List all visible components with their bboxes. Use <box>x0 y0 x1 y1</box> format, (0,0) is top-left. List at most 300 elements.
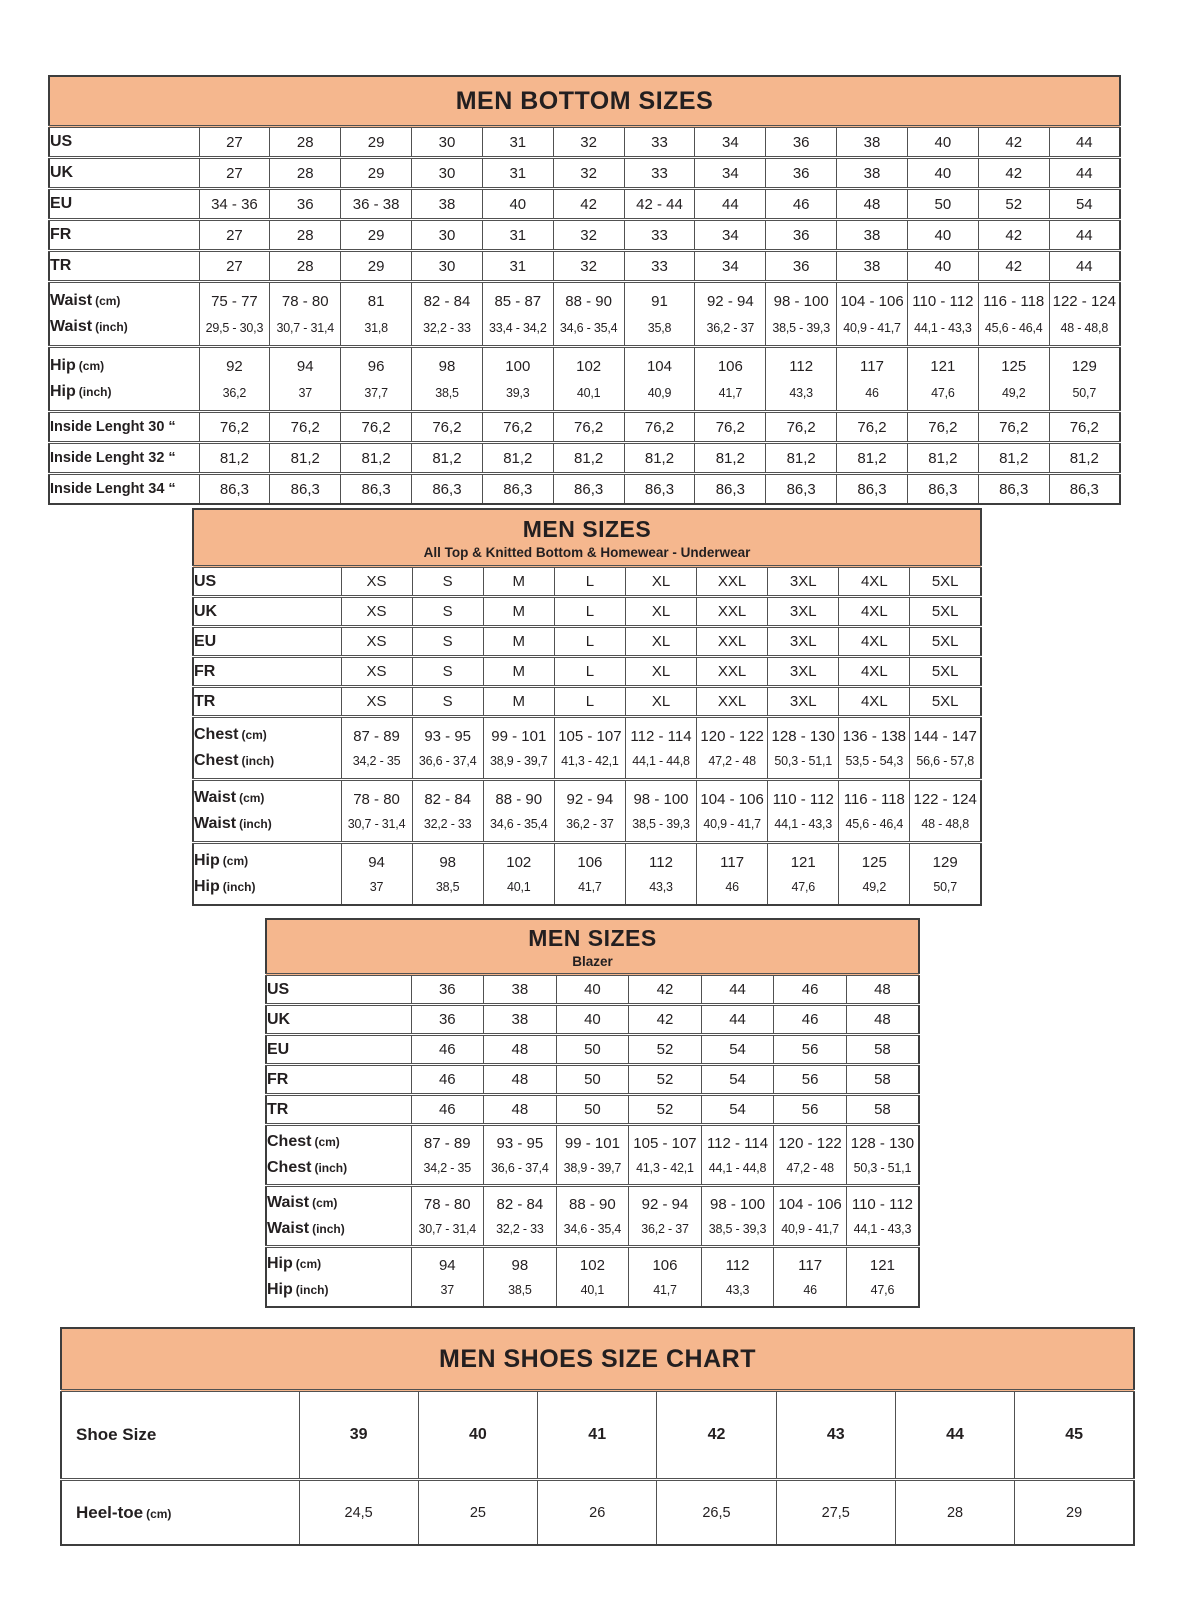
value-cell <box>910 780 981 843</box>
value-cell <box>554 843 625 906</box>
value-cell <box>341 282 412 347</box>
cm-value: 96 <box>367 358 385 376</box>
value-cell <box>837 474 908 505</box>
cell-value: 40 <box>509 195 527 213</box>
inch-value: 34,6 - 35,4 <box>489 817 548 832</box>
cell-value: XXL <box>717 573 747 590</box>
cell-value: M <box>512 573 526 590</box>
table-row <box>193 597 981 627</box>
row-label <box>194 878 341 896</box>
cell-value: 26,5 <box>702 1504 731 1521</box>
value-cell <box>629 1005 702 1035</box>
inch-value: 53,5 - 54,3 <box>845 754 904 769</box>
cell-value: XL <box>651 663 671 680</box>
value-cell <box>839 780 910 843</box>
row-label-text: FR <box>50 226 72 243</box>
cell-value: 5XL <box>931 693 959 710</box>
value-cell <box>270 282 341 347</box>
cm-value: 125 <box>1001 358 1027 376</box>
cell-value: 4XL <box>860 603 888 620</box>
value-cell <box>846 1095 919 1125</box>
value-cell <box>837 189 908 220</box>
cell-value: 48 <box>511 1071 529 1088</box>
value-cell <box>556 1005 629 1035</box>
value-cell <box>774 1125 847 1186</box>
cell-value: 38 <box>863 133 881 151</box>
men-blazer-sizes-table <box>265 918 920 1308</box>
cell-value: 30 <box>438 133 456 151</box>
inch-value: 49,2 <box>862 880 887 895</box>
value-cell <box>774 975 847 1005</box>
cell-value: 31 <box>509 257 527 275</box>
value-cell <box>907 282 978 347</box>
value-cell <box>341 189 412 220</box>
inch-value: 56,6 - 57,8 <box>916 754 974 769</box>
value-cell <box>1049 412 1120 443</box>
inch-value: 32,2 - 33 <box>423 817 472 832</box>
cell-value: 44 <box>729 1011 746 1028</box>
inch-value: 34,6 - 35,4 <box>563 1222 622 1236</box>
inch-value: 31,8 <box>364 320 388 335</box>
cell-value: 46 <box>801 981 819 998</box>
value-cell <box>701 1095 774 1125</box>
cm-value: 112 <box>649 853 673 871</box>
value-cell <box>907 158 978 189</box>
value-cell <box>624 251 695 282</box>
value-cell <box>412 220 483 251</box>
inch-value: 44,1 - 43,3 <box>914 320 972 335</box>
value-cell <box>695 189 766 220</box>
value-cell <box>199 347 270 412</box>
cell-value: S <box>442 633 453 650</box>
value-cell <box>695 347 766 412</box>
cell-value: 48 <box>874 981 891 998</box>
value-cell <box>412 657 483 687</box>
cell-value: 40 <box>584 1011 601 1028</box>
inch-value: 36,2 - 37 <box>566 817 614 832</box>
value-cell <box>768 597 839 627</box>
value-cell <box>412 687 483 717</box>
value-cell <box>483 687 554 717</box>
cm-value: 106 <box>577 853 603 871</box>
value-cell <box>482 158 553 189</box>
inch-value: 30,7 - 31,4 <box>418 1222 477 1236</box>
cell-value: 40 <box>584 981 601 998</box>
value-cell <box>412 474 483 505</box>
value-cell <box>556 1095 629 1125</box>
value-cell <box>701 1186 774 1247</box>
row-label-cell <box>266 1095 411 1125</box>
row-label-cell <box>266 1247 411 1308</box>
cell-value: 76,2 <box>999 418 1029 436</box>
cell-value: 3XL <box>789 693 817 710</box>
table-row <box>266 1186 919 1247</box>
cell-value: 42 <box>1005 226 1023 244</box>
value-cell <box>907 412 978 443</box>
cell-value: 44 <box>1075 257 1093 275</box>
cell-value: 28 <box>296 226 314 244</box>
value-cell <box>199 220 270 251</box>
value-cell <box>846 1065 919 1095</box>
cm-value: 88 - 90 <box>569 1196 616 1213</box>
row-label-text: US <box>194 572 217 590</box>
cm-value: 128 - 130 <box>850 1135 915 1152</box>
inch-value: 33,4 - 34,2 <box>489 320 547 335</box>
row-label-cell <box>49 347 199 412</box>
cell-value: 46 <box>438 1041 456 1058</box>
value-cell <box>199 443 270 474</box>
value-cell <box>199 251 270 282</box>
cm-value: 104 <box>646 358 672 376</box>
value-cell <box>837 127 908 158</box>
inch-value: 38,5 <box>435 385 459 400</box>
table-row <box>266 1125 919 1186</box>
row-label-unit: (inch) <box>78 385 112 400</box>
value-cell <box>341 717 412 780</box>
cell-value: 42 <box>1005 257 1023 275</box>
cell-value: 30 <box>438 226 456 244</box>
cell-value: 46 <box>801 1011 819 1028</box>
row-label-cell <box>266 1005 411 1035</box>
value-cell <box>629 1125 702 1186</box>
cm-value: 99 - 101 <box>564 1135 620 1152</box>
value-cell <box>701 975 774 1005</box>
value-cell <box>553 474 624 505</box>
cell-value: 38 <box>863 226 881 244</box>
row-label-unit: (inch) <box>295 1282 329 1297</box>
table-row <box>49 412 1120 443</box>
cm-value: 121 <box>869 1257 895 1274</box>
cm-value: 92 <box>226 358 243 376</box>
value-cell <box>483 780 554 843</box>
row-label-text: UK <box>194 602 218 620</box>
value-cell <box>768 843 839 906</box>
inch-value: 48 - 48,8 <box>921 817 969 832</box>
cell-value: 46 <box>438 1101 456 1118</box>
value-cell <box>907 189 978 220</box>
value-cell <box>1049 474 1120 505</box>
value-cell <box>695 474 766 505</box>
row-label-cell <box>49 158 199 189</box>
value-cell <box>270 127 341 158</box>
cell-value: 81,2 <box>715 449 745 467</box>
cell-value: 29 <box>1066 1504 1083 1521</box>
value-cell <box>341 843 412 906</box>
inch-value: 50,3 - 51,1 <box>774 754 832 769</box>
cell-value: 52 <box>656 1101 674 1118</box>
cell-value: 29 <box>367 226 385 244</box>
value-cell <box>766 474 837 505</box>
cell-value: 3XL <box>789 633 817 650</box>
value-cell <box>553 412 624 443</box>
value-cell <box>411 975 484 1005</box>
value-cell <box>483 567 554 597</box>
cell-value: L <box>585 633 595 650</box>
value-cell <box>624 158 695 189</box>
cell-value: 56 <box>801 1041 819 1058</box>
cell-value: 41 <box>588 1426 607 1443</box>
cell-value: 44 <box>1075 164 1093 182</box>
row-label-cell <box>61 1480 299 1546</box>
value-cell <box>482 251 553 282</box>
value-cell <box>483 657 554 687</box>
cm-value: 129 <box>932 853 958 871</box>
cm-value: 120 - 122 <box>778 1135 842 1152</box>
cm-value: 112 - 114 <box>630 727 692 745</box>
value-cell <box>657 1480 776 1546</box>
cell-value: 44 <box>946 1426 964 1443</box>
cell-value: 86,3 <box>857 480 887 498</box>
row-label-unit: (inch) <box>222 880 256 894</box>
row-label-text: Hip <box>50 383 76 401</box>
value-cell <box>412 843 483 906</box>
value-cell <box>412 282 483 347</box>
inch-value: 32,2 - 33 <box>496 1222 544 1236</box>
row-label-text: Inside Lenght 30 “ <box>50 419 176 435</box>
row-label <box>267 1220 411 1238</box>
cell-value: M <box>512 693 526 710</box>
table-header-row <box>193 509 981 567</box>
value-cell <box>418 1391 537 1480</box>
cell-value: 28 <box>296 164 314 182</box>
cell-value: 46 <box>438 1071 456 1088</box>
inch-value: 41,7 <box>653 1283 677 1297</box>
row-label-cell <box>193 597 341 627</box>
cell-value: 81,2 <box>361 449 391 467</box>
cell-value: 54 <box>729 1101 746 1118</box>
value-cell <box>270 251 341 282</box>
cell-value: 76,2 <box>503 418 533 436</box>
row-label <box>194 815 341 833</box>
cell-value: 48 <box>511 1041 529 1058</box>
row-label-text: Chest <box>194 726 239 743</box>
cell-value: 38 <box>863 164 881 182</box>
value-cell <box>629 1035 702 1065</box>
cm-value: 93 - 95 <box>424 727 472 745</box>
value-cell <box>482 189 553 220</box>
value-cell <box>629 1247 702 1308</box>
value-cell <box>624 412 695 443</box>
cell-value: 38 <box>863 257 881 275</box>
value-cell <box>625 627 696 657</box>
cm-value: 120 - 122 <box>700 727 764 745</box>
cm-value: 110 - 112 <box>772 790 834 808</box>
inch-value: 37 <box>369 880 384 895</box>
value-cell <box>556 1247 629 1308</box>
value-cell <box>1049 347 1120 412</box>
row-label-text: Waist <box>194 789 237 806</box>
value-cell <box>554 627 625 657</box>
value-cell <box>341 474 412 505</box>
table-title: MEN SIZES <box>522 515 652 542</box>
table-row <box>49 443 1120 474</box>
value-cell <box>695 443 766 474</box>
row-label <box>267 1281 411 1299</box>
cm-value: 110 - 112 <box>851 1196 914 1213</box>
cell-value: 36 <box>296 195 314 213</box>
table-row <box>266 975 919 1005</box>
inch-value: 38,5 <box>435 880 460 895</box>
cm-value: 102 <box>576 358 602 376</box>
cell-value: 81,2 <box>574 449 604 467</box>
cell-value: 52 <box>656 1071 674 1088</box>
cell-value: 3XL <box>789 603 817 620</box>
value-cell <box>697 597 768 627</box>
value-cell <box>1015 1480 1134 1546</box>
value-cell <box>629 1065 702 1095</box>
value-cell <box>299 1391 418 1480</box>
value-cell <box>624 189 695 220</box>
cm-value: 105 - 107 <box>558 727 622 745</box>
value-cell <box>199 158 270 189</box>
row-label-unit: (cm) <box>312 1196 338 1211</box>
cell-value: 39 <box>349 1426 368 1443</box>
cell-value: 54 <box>729 1071 746 1088</box>
value-cell <box>412 127 483 158</box>
value-cell <box>774 1095 847 1125</box>
table-header-cell <box>193 509 981 567</box>
cell-value: 36 - 38 <box>352 195 400 213</box>
value-cell <box>978 443 1049 474</box>
value-cell <box>484 1065 557 1095</box>
inch-value: 49,2 <box>1001 385 1026 400</box>
cell-value: 32 <box>580 133 597 151</box>
inch-value: 48 - 48,8 <box>1060 320 1109 335</box>
value-cell <box>629 1186 702 1247</box>
row-label-text: TR <box>50 257 72 274</box>
row-label <box>50 318 199 336</box>
value-cell <box>1049 282 1120 347</box>
table-row <box>266 1035 919 1065</box>
value-cell <box>697 780 768 843</box>
row-label-text: Hip <box>194 852 220 869</box>
cell-value: 28 <box>296 257 314 275</box>
value-cell <box>978 220 1049 251</box>
cell-value: 56 <box>801 1071 819 1088</box>
cell-value: 81,2 <box>432 449 462 467</box>
cell-value: 76,2 <box>361 418 391 436</box>
value-cell <box>839 687 910 717</box>
value-cell <box>774 1065 847 1095</box>
row-label-text: UK <box>267 1010 291 1028</box>
cell-value: L <box>585 603 595 620</box>
row-label-cell <box>193 717 341 780</box>
value-cell <box>776 1480 895 1546</box>
value-cell <box>270 220 341 251</box>
value-cell <box>341 567 412 597</box>
cell-value: 81,2 <box>928 449 958 467</box>
cell-value: 31 <box>509 133 527 151</box>
cell-value: XS <box>366 603 387 620</box>
value-cell <box>484 1247 557 1308</box>
value-cell <box>484 1125 557 1186</box>
row-label <box>267 1194 411 1212</box>
cm-value: 102 <box>579 1257 605 1274</box>
cm-value: 136 - 138 <box>842 727 907 745</box>
value-cell <box>910 843 981 906</box>
value-cell <box>846 1035 919 1065</box>
row-label-unit: (cm) <box>78 358 105 373</box>
row-label-text: Waist <box>194 815 237 832</box>
row-label-unit: (inch) <box>241 754 275 768</box>
cell-value: M <box>512 663 526 680</box>
value-cell <box>774 1247 847 1308</box>
value-cell <box>554 597 625 627</box>
value-cell <box>697 567 768 597</box>
cell-value: 28 <box>946 1504 964 1521</box>
inch-value: 40,1 <box>507 880 531 895</box>
cell-value: 3XL <box>789 573 817 590</box>
cell-value: 52 <box>1005 195 1023 213</box>
row-label-text: Chest <box>194 752 239 769</box>
inch-value: 47,6 <box>791 880 815 895</box>
cell-value: XL <box>651 603 671 620</box>
cell-value: 44 <box>1075 226 1093 244</box>
value-cell <box>482 412 553 443</box>
table-row <box>193 567 981 597</box>
row-label-text: Waist <box>267 1194 310 1212</box>
cell-value: 38 <box>438 195 456 213</box>
cell-value: 46 <box>792 195 810 213</box>
value-cell <box>484 1186 557 1247</box>
value-cell <box>910 687 981 717</box>
cm-value: 98 <box>438 358 456 376</box>
value-cell <box>839 843 910 906</box>
inch-value: 30,7 - 31,4 <box>347 817 406 832</box>
value-cell <box>484 975 557 1005</box>
row-label-text: EU <box>194 632 217 650</box>
value-cell <box>554 657 625 687</box>
cell-value: 52 <box>656 1041 674 1058</box>
cm-value: 104 - 106 <box>778 1196 842 1213</box>
row-label-cell <box>49 189 199 220</box>
value-cell <box>695 282 766 347</box>
value-cell <box>625 657 696 687</box>
row-label-unit: (inch) <box>95 320 128 335</box>
value-cell <box>907 443 978 474</box>
value-cell <box>625 780 696 843</box>
cell-value: 42 <box>707 1426 726 1443</box>
value-cell <box>411 1247 484 1308</box>
value-cell <box>774 1005 847 1035</box>
cm-value: 87 - 89 <box>353 727 400 745</box>
inch-value: 47,6 <box>931 385 955 400</box>
cell-value: 81,2 <box>857 449 887 467</box>
value-cell <box>766 220 837 251</box>
cell-value: XXL <box>717 693 747 710</box>
value-cell <box>978 474 1049 505</box>
value-cell <box>766 189 837 220</box>
row-label-text: Hip <box>267 1280 293 1298</box>
value-cell <box>839 567 910 597</box>
value-cell <box>341 627 412 657</box>
value-cell <box>624 220 695 251</box>
value-cell <box>846 1186 919 1247</box>
value-cell <box>341 158 412 189</box>
cm-value: 117 <box>720 853 745 871</box>
table-row <box>49 282 1120 347</box>
row-label-cell <box>49 412 199 443</box>
value-cell <box>910 567 981 597</box>
cell-value: 36 <box>792 133 810 151</box>
inch-value: 45,6 - 46,4 <box>984 320 1043 335</box>
cm-value: 122 - 124 <box>1052 293 1116 311</box>
table-row <box>266 1247 919 1308</box>
cell-value: XL <box>651 693 671 710</box>
table-header-cell <box>266 919 919 975</box>
cell-value: XL <box>651 633 671 650</box>
inch-value: 38,9 - 39,7 <box>489 754 548 769</box>
